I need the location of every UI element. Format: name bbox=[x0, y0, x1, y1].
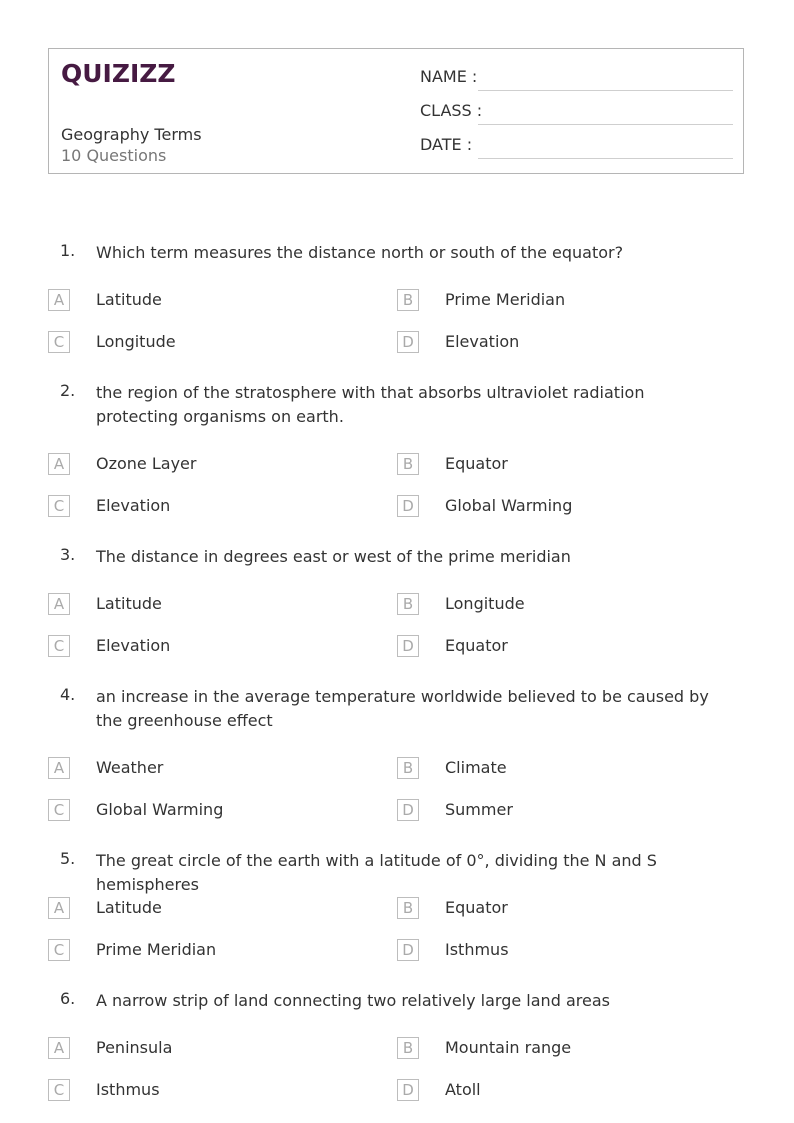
quizizz-logo: QUIZIZZ bbox=[61, 59, 176, 88]
option-b bbox=[397, 453, 727, 477]
option-text: Climate bbox=[445, 758, 507, 777]
option-a bbox=[48, 1037, 378, 1061]
option-letter-box: C bbox=[48, 331, 70, 353]
option-b bbox=[397, 757, 727, 781]
option-text: Global Warming bbox=[445, 496, 573, 515]
question-number: 6. bbox=[60, 989, 76, 1008]
option-letter-box: A bbox=[48, 289, 70, 311]
option-letter-box: B bbox=[397, 593, 419, 615]
option-text: Elevation bbox=[445, 332, 520, 351]
option-b bbox=[397, 1037, 727, 1061]
option-text: Equator bbox=[445, 454, 508, 473]
option-letter-box: B bbox=[397, 1037, 419, 1059]
option-text: Longitude bbox=[445, 594, 525, 613]
option-text: Latitude bbox=[96, 594, 162, 613]
option-letter-box: C bbox=[48, 799, 70, 821]
option-text: Prime Meridian bbox=[96, 940, 217, 959]
option-letter-box: D bbox=[397, 939, 419, 961]
option-letter-box: C bbox=[48, 1079, 70, 1101]
question-number: 2. bbox=[60, 381, 76, 400]
option-a bbox=[48, 757, 378, 781]
option-text: Elevation bbox=[96, 496, 171, 515]
question-number: 1. bbox=[60, 241, 76, 260]
class-line bbox=[478, 124, 733, 125]
worksheet-header bbox=[48, 48, 744, 174]
option-text: Equator bbox=[445, 898, 508, 917]
name-label: NAME : bbox=[420, 67, 478, 86]
question-text: the region of the stratosphere with that absorbs ultraviolet radiation protecting organisms on earth. bbox=[96, 383, 645, 426]
option-text: Peninsula bbox=[96, 1038, 173, 1057]
option-text: Isthmus bbox=[96, 1080, 160, 1099]
option-a bbox=[48, 453, 378, 477]
option-letter-box: B bbox=[397, 289, 419, 311]
option-c bbox=[48, 939, 378, 963]
option-text: Prime Meridian bbox=[445, 290, 566, 309]
option-letter-box: C bbox=[48, 635, 70, 657]
question-count: 10 Questions bbox=[61, 146, 167, 165]
option-c bbox=[48, 331, 378, 355]
option-letter-box: B bbox=[397, 453, 419, 475]
option-letter-box: D bbox=[397, 635, 419, 657]
option-letter-box: D bbox=[397, 331, 419, 353]
question-text: The distance in degrees east or west of the prime meridian bbox=[96, 547, 571, 566]
option-d bbox=[397, 1079, 727, 1103]
option-text: Global Warming bbox=[96, 800, 224, 819]
option-b bbox=[397, 593, 727, 617]
option-text: Latitude bbox=[96, 290, 162, 309]
option-c bbox=[48, 1079, 378, 1103]
option-d bbox=[397, 635, 727, 659]
option-text: Isthmus bbox=[445, 940, 509, 959]
option-text: Elevation bbox=[96, 636, 171, 655]
option-text: Atoll bbox=[445, 1080, 481, 1099]
question-text: The great circle of the earth with a latitude of 0°, dividing the N and S hemispheres bbox=[96, 851, 657, 894]
option-b bbox=[397, 897, 727, 921]
class-field bbox=[420, 101, 733, 125]
question-number: 3. bbox=[60, 545, 76, 564]
question-number: 4. bbox=[60, 685, 76, 704]
option-text: Weather bbox=[96, 758, 164, 777]
option-c bbox=[48, 635, 378, 659]
option-d bbox=[397, 799, 727, 823]
option-letter-box: D bbox=[397, 1079, 419, 1101]
question-number: 5. bbox=[60, 849, 76, 868]
option-text: Mountain range bbox=[445, 1038, 572, 1057]
option-d bbox=[397, 331, 727, 355]
option-text: Longitude bbox=[96, 332, 176, 351]
date-line bbox=[478, 158, 733, 159]
option-c bbox=[48, 799, 378, 823]
option-a bbox=[48, 289, 378, 313]
option-c bbox=[48, 495, 378, 519]
date-field bbox=[420, 135, 733, 159]
option-b bbox=[397, 289, 727, 313]
class-label: CLASS : bbox=[420, 101, 483, 120]
date-label: DATE : bbox=[420, 135, 473, 154]
option-a bbox=[48, 897, 378, 921]
option-d bbox=[397, 495, 727, 519]
name-line bbox=[478, 90, 733, 91]
option-text: Summer bbox=[445, 800, 513, 819]
option-letter-box: A bbox=[48, 897, 70, 919]
option-letter-box: B bbox=[397, 757, 419, 779]
option-letter-box: D bbox=[397, 799, 419, 821]
option-letter-box: C bbox=[48, 495, 70, 517]
option-letter-box: C bbox=[48, 939, 70, 961]
option-letter-box: D bbox=[397, 495, 419, 517]
option-letter-box: A bbox=[48, 453, 70, 475]
option-letter-box: B bbox=[397, 897, 419, 919]
question-text: A narrow strip of land connecting two relatively large land areas bbox=[96, 991, 610, 1010]
name-field bbox=[420, 67, 733, 91]
question-text: Which term measures the distance north or south of the equator? bbox=[96, 243, 624, 262]
option-a bbox=[48, 593, 378, 617]
option-d bbox=[397, 939, 727, 963]
option-text: Ozone Layer bbox=[96, 454, 197, 473]
worksheet-title: Geography Terms bbox=[61, 125, 202, 144]
option-letter-box: A bbox=[48, 593, 70, 615]
question-text: an increase in the average temperature worldwide believed to be caused by the greenhouse effect bbox=[96, 687, 709, 730]
option-text: Equator bbox=[445, 636, 508, 655]
option-letter-box: A bbox=[48, 757, 70, 779]
option-text: Latitude bbox=[96, 898, 162, 917]
option-letter-box: A bbox=[48, 1037, 70, 1059]
